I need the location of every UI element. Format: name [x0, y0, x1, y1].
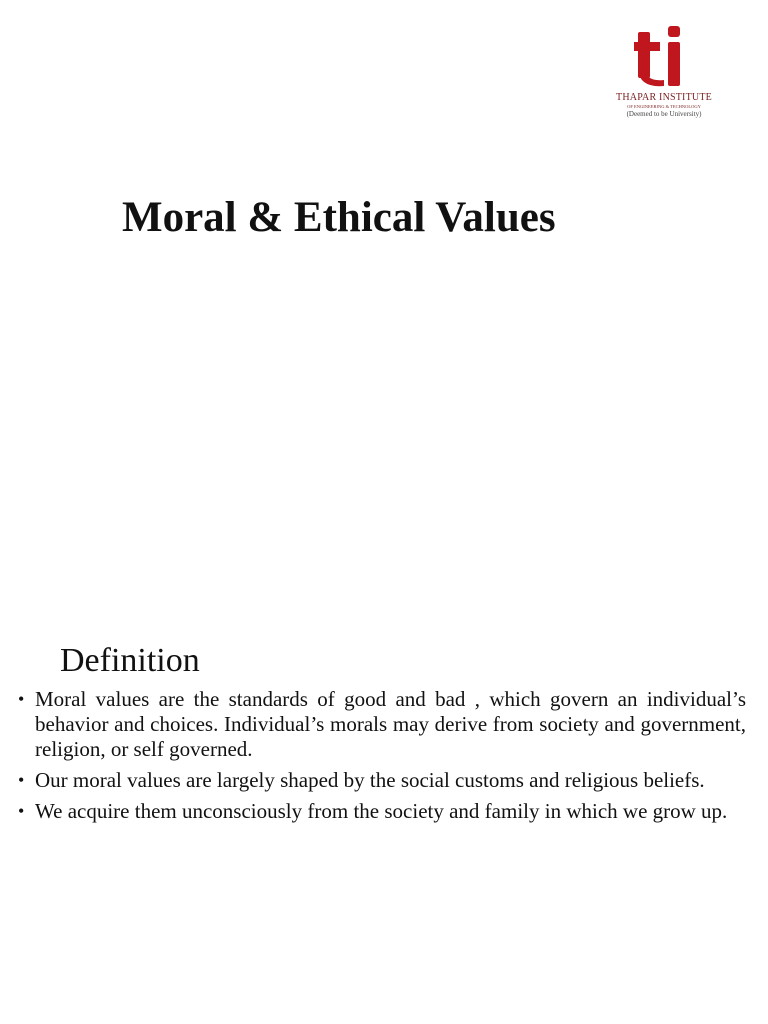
bullet-item [18, 799, 746, 824]
bullet-item [18, 768, 746, 793]
definition-heading: Definition [60, 642, 200, 679]
logo-deemed-text: (Deemed to be University) [626, 110, 702, 118]
logo-institute-name: THAPAR INSTITUTE [616, 92, 712, 103]
bullet-text: Our moral values are largely shaped by the social customs and religious beliefs. [35, 768, 705, 792]
slide-title: Moral & Ethical Values [122, 194, 556, 241]
logo-institute-subtitle: OF ENGINEERING & TECHNOLOGY [627, 104, 701, 109]
bullet-text: We acquire them unconsciously from the society and family in which we grow up. [35, 799, 728, 823]
definition-bullet-list [18, 687, 746, 830]
bullet-dot-icon: • [18, 770, 25, 790]
bullet-item [18, 687, 746, 762]
institute-logo [606, 22, 722, 122]
ti-logo-icon [634, 22, 690, 88]
bullet-text: Moral values are the standards of good and bad , which govern an individual’s behavior and choices. Individual’s morals may derive from society and government, religion, or self governed. [35, 687, 746, 761]
bullet-dot-icon: • [18, 801, 25, 821]
bullet-dot-icon: • [18, 689, 25, 709]
